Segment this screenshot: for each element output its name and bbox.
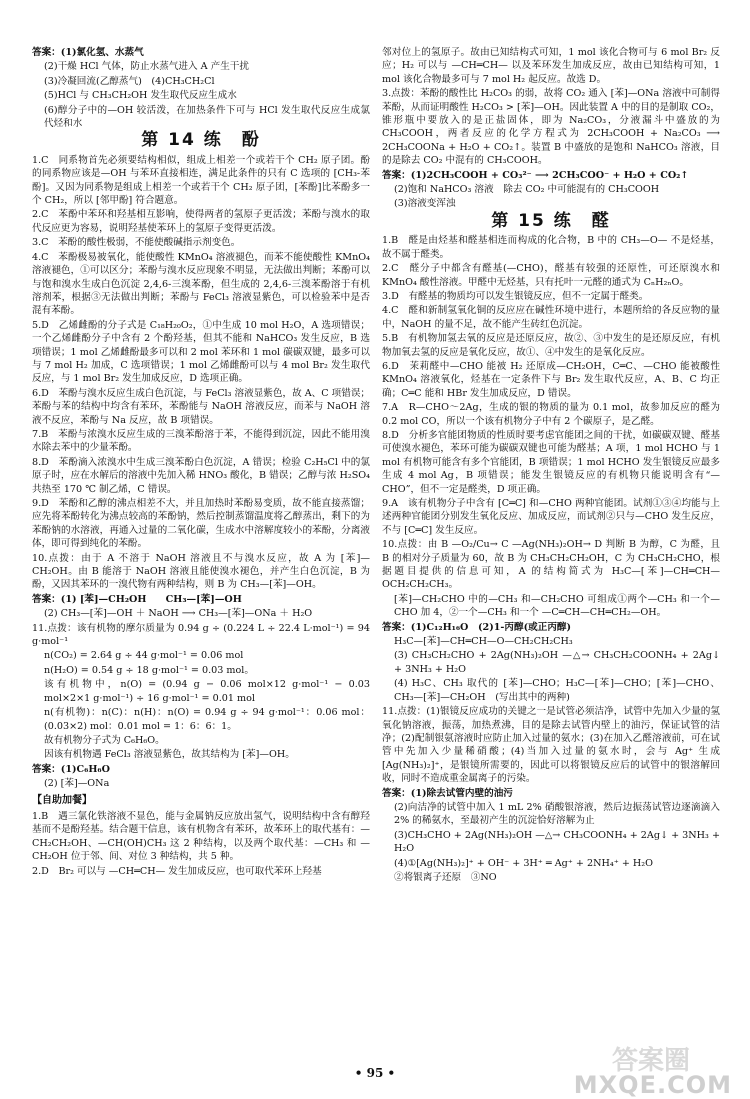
paragraph: (2) CH₃—[苯]—OH ＋ NaOH ⟶ CH₃—[苯]—ONa ＋ H₂O — [44, 608, 313, 620]
paragraph: 11.点拨：(1)银镜反应成功的关键之一是试管必须洁净，试管中先加入少量的氢氧化钠溶液，振荡，加热煮沸，目的是除去试管内壁上的油污，保证试管的洁净；(2)配制银氨溶液时应防止加入过量的氨水；(3)在加入乙醛溶液前，可在试管中先加入少量稀硝酸；(4)当加入过量的氨水时，会与 Ag⁺ 生成 [Ag(NH₃)₂]⁺，是银镜所需要的，因此可以将银镜反应后的试管中的银溶解回收，同时不造成重金属离子的污染。 — [382, 706, 720, 785]
section-title: 第 15 练 醛 — [491, 210, 611, 231]
paragraph: 2.D Br₂ 可以与 —CH═CH— 发生加成反应，也可取代苯环上羟基 — [32, 865, 322, 877]
paragraph: 9.D 苯酚和乙醇的沸点相差不大，并且加热时苯酚易变质，故不能直接蒸馏；应先将苯酚转化为沸点较高的苯酚钠，然后控制蒸馏温度将乙醇蒸出，剩下的为苯酚钠的水溶液，再通入过量的二氧化碳，生成水中溶解度较小的苯酚，分离液体，即可得到纯化的苯酚。 — [32, 498, 370, 550]
paragraph: 8.D 苯酚滴入浓溴水中生成三溴苯酚白色沉淀，A 错误；检验 C₂H₅Cl 中的氯原子时，应在水解后的溶液中先加入稀 HNO₃ 酸化，B 错误；乙醇与浓 H₂SO₄ 共热至 170 ℃ 制乙烯，C 错误。 — [32, 456, 370, 495]
paragraph: 11.点拨：该有机物的摩尔质量为 0.94 g ÷ (0.224 L ÷ 22.4 L·mol⁻¹) = 94 g·mol⁻¹ — [32, 622, 370, 648]
answer-line: 答案：(1)除去试管内壁的油污 — [382, 787, 513, 799]
paragraph: 该有机物中，n(O) = (0.94 g − 0.06 mol×12 g·mol⁻¹ − 0.03 mol×2×1 g·mol⁻¹) ÷ 16 g·mol⁻¹ = 0.01 mol — [44, 679, 370, 704]
watermark-logo: 答案圈 — [611, 1045, 690, 1076]
paragraph: H₃C—[苯]—CH═CH—O—CH₂CH₂CH₃ — [394, 636, 573, 648]
paragraph: (5)HCl 与 CH₃CH₂OH 发生取代反应生成水 — [44, 90, 237, 102]
paragraph: (2)饱和 NaHCO₃ 溶液 除去 CO₂ 中可能混有的 CH₃COOH — [394, 184, 660, 196]
paragraph: 2.C 苯酚中苯环和羟基相互影响，使得两者的氢原子更活泼；苯酚与溴水的取代反应更为容易，说明羟基使苯环上的氢原子变得更活泼。 — [32, 209, 370, 234]
watermark: MXQE.COM — [573, 1070, 732, 1099]
left-column — [32, 46, 370, 879]
paragraph: (2)干燥 HCl 气体，防止水蒸气进入 A 产生干扰 — [44, 61, 249, 73]
answer-line: 答案：(1)C₁₂H₁₆O (2)1-丙醇(或正丙醇) — [382, 621, 572, 633]
paragraph: 因该有机物遇 FeCl₃ 溶液显紫色，故其结构为 [苯]—OH。 — [44, 749, 295, 761]
page-number: • 95 • — [354, 1065, 396, 1080]
paragraph: 3.D 有醛基的物质均可以发生银镜反应，但不一定属于醛类。 — [382, 290, 649, 302]
paragraph: (3) CH₃CH₂CHO + 2Ag(NH₃)₂OH —△→ CH₃CH₂COONH₄ + 2Ag↓ + 3NH₃ + H₂O — [394, 650, 720, 675]
paragraph: (3)溶液变浑浊 — [394, 198, 456, 210]
answer-line: 答案：(1) [苯]—CH₂OH CH₃—[苯]—OH — [32, 593, 242, 605]
paragraph: 3.点拨：苯酚的酸性比 H₂CO₃ 的弱，故将 CO₂ 通入 [苯]—ONa 溶液中可制得苯酚，从而证明酸性 H₂CO₃ > [苯]—OH。因此装置 A 中的目的是制取 CO₂，锥形瓶中要放入的是正盐固体，即为 Na₂CO₃，分液漏斗中盛放的为 CH₃COOH，两者反应的化学方程式为 2CH₃COOH + Na₂CO₃ ⟶ 2CH₃COONa + H₂O + CO₂↑。装置 B 中盛放的是饱和 NaHCO₃ 溶液，目的是除去 CO₂ 中混有的 CH₃COOH。 — [382, 88, 720, 167]
paragraph: (4)①[Ag(NH₃)₂]⁺ + OH⁻ + 3H⁺ ═ Ag⁺ + 2NH₄⁺ + H₂O — [394, 857, 653, 869]
paragraph: n(有机物)：n(C)：n(H)：n(O) = 0.94 g ÷ 94 g·mol⁻¹：0.06 mol：(0.03×2) mol：0.01 mol = 1：6：6：1。 — [44, 707, 370, 732]
section-title: 第 14 练 酚 — [141, 130, 261, 151]
paragraph: (4) H₃C、CH₃ 取代的 [苯]—CHO；H₃C—[苯]—CHO；[苯]—CHO、CH₃—[苯]—CH₂OH (写出其中的两种) — [394, 678, 720, 703]
paragraph: 3.C 苯酚的酸性极弱，不能使酸碱指示剂变色。 — [32, 237, 241, 249]
paragraph: (6)醇分子中的—OH 较活泼，在加热条件下可与 HCl 发生取代反应生成氯代烃和水 — [44, 104, 370, 130]
answer-line: 答案：(1)2CH₃COOH + CO₃²⁻ ⟶ 2CH₃COO⁻ + H₂O + CO₂↑ — [382, 169, 689, 181]
paragraph: 1.B 醛是由烃基和醛基相连而构成的化合物，B 中的 CH₃—O— 不是烃基，故不属于醛类。 — [382, 235, 720, 260]
paragraph: [苯]—CH₂CHO 中的—CH₃ 和—CH₂CHO 可组成①两个—CH₃ 和一个—CHO 加 4，②一个—CH₃ 和一个 —C═CH—CH═CH₂—OH。 — [394, 593, 720, 619]
paragraph: (3)冷凝回流(乙醇蒸气) (4)CH₃CH₂Cl — [44, 75, 215, 87]
paragraph: 故有机物分子式为 C₆H₆O。 — [44, 734, 165, 746]
subsection-title: 【自助加餐】 — [32, 794, 92, 806]
paragraph: 7.B 苯酚与浓溴水反应生成的三溴苯酚溶于苯，不能得到沉淀，因此不能用溴水除去苯中的少量苯酚。 — [32, 428, 370, 454]
paragraph: 4.C 苯酚极易被氧化，能使酸性 KMnO₄ 溶液褪色，而苯不能使酸性 KMnO₄ 溶液褪色，①可以区分；苯酚与溴水反应现象不明显，无法做出判断；苯酚可以与饱和溴水生成白色沉淀 2,4,6-三溴苯酚，但生成的 2,4,6-三溴苯酚溶于有机溶剂苯，根据③无法做出判断；苯酚与 FeCl₃ 溶液显紫色，可以检验苯中是否混有苯酚。 — [32, 251, 370, 317]
answer-line: 答案：(1)氯化氢、水蒸气 — [32, 47, 144, 58]
paragraph: n(H₂O) = 0.54 g ÷ 18 g·mol⁻¹ = 0.03 mol。 — [44, 664, 254, 676]
paragraph: 2.C 醛分子中都含有醛基(—CHO)，醛基有较强的还原性，可还原溴水和 KMnO₄ 酸性溶液。甲醛中无烃基，只有托叶一元醛的通式为 CₙH₂ₙO。 — [382, 263, 720, 288]
paragraph: ②将银离子还原 ③NO — [394, 871, 497, 883]
paragraph: 6.D 茉莉醛中—CHO 能被 H₂ 还原成—CH₂OH，C═C、—CHO 能被酸性 KMnO₄ 溶液氧化，烃基在一定条件下与 Br₂ 发生取代反应，A、B、C 均正确；C═C 能和 HBr 发生加成反应，D 错误。 — [382, 360, 720, 399]
paragraph: 5.D 乙烯雌酚的分子式是 C₁₈H₂₀O₂，①中生成 10 mol H₂O，A 选项错误；一个乙烯雌酚分子中含有 2 个酚羟基，但其不能和 NaHCO₃ 发生反应，B 选项错误；1 mol 乙烯雌酚最多可以和 2 mol 苯环和 1 mol 碳碳双键，最多可以与 7 mol H₂ 加成，C 选项错误；1 mol 乙烯雌酚可以与 4 mol Br₂ 发生取代反应，与 1 mol Br₂ 发生加成反应，D 选项正确。 — [32, 319, 370, 385]
paragraph: 10.点拨：由于 A 不溶于 NaOH 溶液且不与溴水反应，故 A 为 [苯]—CH₂OH。由 B 能溶于 NaOH 溶液且能使溴水褪色，并产生白色沉淀，B 为酚，又因其苯环的一溴代物有两种结构，则 B 为 CH₃—[苯]—OH。 — [32, 552, 370, 591]
paragraph: (2)向洁净的试管中加入 1 mL 2% 硝酸银溶液，然后边振荡试管边逐滴滴入 2% 的稀氨水，至最初产生的沉淀恰好溶解为止 — [394, 801, 720, 827]
paragraph: (3)CH₃CHO + 2Ag(NH₃)₂OH —△→ CH₃COONH₄ + 2Ag↓ + 3NH₃ + H₂O — [394, 829, 720, 855]
paragraph: n(CO₂) = 2.64 g ÷ 44 g·mol⁻¹ = 0.06 mol — [44, 650, 244, 662]
paragraph: 1.C 同系物首先必须要结构相似，组成上相差一个或若干个 CH₂ 原子团。酚的同系物应该是—OH 与苯环直接相连，满足此条件的只有 C 选项的 [CH₃-苯酚]。又因为同系物是组成上相差一个或若干个 CH₂ 原子团，[苯酚]比苯酚多一个 CH₂，所以 [邻甲酚] 符合题意。 — [32, 154, 370, 207]
right-column — [382, 46, 720, 885]
paragraph: 邻对位上的氢原子。故由已知结构式可知，1 mol 该化合物可与 6 mol Br₂ 反应；H₂ 可以与 —CH═CH— 以及苯环发生加成反应，故由已知结构可知，1 mol 该化合物最多可与 7 mol H₂ 起反应。故选 D。 — [382, 47, 720, 85]
paragraph: 9.A 该有机物分子中含有 [C═C] 和—CHO 两种官能团。试剂①③④均能与上述两种官能团分别发生氧化反应、加成反应，而试剂②只与—CHO 发生反应，不与 [C═C] 发生反应。 — [382, 498, 720, 536]
paragraph: 4.C 醛和新制氢氧化铜的反应应在碱性环境中进行，本题所给的各反应物的量中，NaOH 的量不足，故不能产生砖红色沉淀。 — [382, 305, 720, 330]
paragraph: 10.点拨：由 B —O₂/Cu→ C —Ag(NH₃)₂OH→ D 判断 B 为醇，C 为醛，且 B 的相对分子质量为 60，故 B 为 CH₃CH₂CH₂OH，C 为 CH₃CH₂CHO，根据题目提供的信息可知，A 的结构简式为 H₃C—[苯]—CH═CH—OCH₂CH₂CH₃。 — [382, 539, 720, 591]
paragraph: 7.A R—CHO～2Ag，生成的银的物质的量为 0.1 mol，故参加反应的醛为 0.2 mol CO，所以一个该有机物分子中有 2 个碳原子，是乙醛。 — [382, 402, 720, 427]
paragraph: 8.D 分析多官能团物质的性质时要考虑官能团之间的干扰，如碳碳双键、醛基可使溴水褪色，苯环可能为碳碳双键也可能为醛基；A 项，1 mol HCHO 与 1 mol 有机物可能含有多个官能团，B 项错误；1 mol HCHO 发生银镜反应最多生成 4 mol Ag，B 项错误；能发生银镜反应的有机物只能说明含有“—CHO”，但不一定是醛类，D 项正确。 — [382, 429, 720, 495]
paragraph: (2) [苯]—ONa — [44, 778, 110, 790]
paragraph: 5.B 有机物加氢去氧的反应是还原反应，故②、③中发生的是还原反应，有机物加氧去氢的反应是氧化反应，故①、④中发生的是氧化反应。 — [382, 333, 720, 358]
answer-line: 答案：(1)C₆H₆O — [32, 763, 110, 775]
paragraph: 1.B 遇三氯化铁溶液不显色，能与金属钠反应放出氢气，说明结构中含有醇羟基而不是酚羟基。结合题干信息，该有机物含有苯环，故苯环上的取代基有：—CH₂CH₂OH、—CH(OH)CH₃ 这 2 种结构，以及两个取代基：—CH₃ 和 —CH₂OH 位于邻、间、对位 3 种结构，共 5 种。 — [32, 810, 370, 863]
paragraph: 6.D 苯酚与溴水反应生成白色沉淀，与 FeCl₃ 溶液显紫色，故 A、C 项错误；苯酚与苯的结构中均含有苯环，苯酚能与 NaOH 溶液反应，而苯与 NaOH 溶液不反应，苯酚与 Na 反应，故 B 项错误。 — [32, 387, 371, 426]
